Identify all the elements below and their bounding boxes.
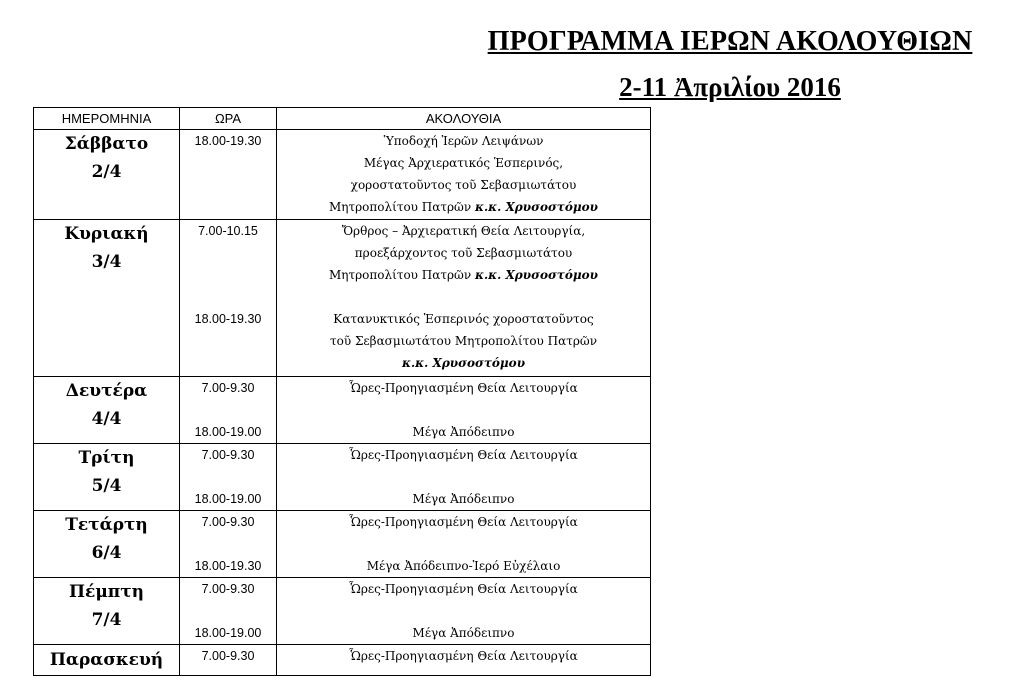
service-line: Μέγα Ἀπόδειπνο [412,425,515,439]
day-cell [34,444,180,511]
day-date: 6/4 [91,543,122,563]
service-line: Μέγα Ἀπόδειπνο-Ἱερό Εὐχέλαιο [366,559,561,573]
service-line: Μητροπολίτου Πατρῶν κ.κ. Χρυσοστόμου [329,200,598,214]
time-cell [180,220,277,377]
day-name: Κυριακή [64,224,149,244]
day-date: 3/4 [91,252,122,272]
service-cell [277,645,651,676]
day-date: 2/4 [91,162,122,182]
time-slot: 7.00-10.15 [198,224,258,238]
time-slot: 18.00-19.30 [194,559,262,573]
service-line: Ὑποδοχή Ἱερῶν Λειψάνων [383,134,544,148]
officiant-name: κ.κ. Χρυσοστόμου [474,268,598,282]
time-slot: 18.00-19.30 [194,134,262,148]
time-cell [180,377,277,444]
day-name: Τρίτη [78,448,135,468]
service-line: Μέγας Ἀρχιερατικός Ἑσπερινός, [363,156,564,170]
service-line: τοῦ Σεβασμιωτάτου Μητροπολίτου Πατρῶν [329,334,598,348]
service-line: Ὧρες-Προηγιασμένη Θεία Λειτουργία [349,582,578,596]
table-row [34,220,651,377]
service-line: Κατανυκτικός Ἑσπερινός χοροστατοῦντος [333,312,594,326]
day-cell [34,377,180,444]
time-cell [180,444,277,511]
table-row [34,377,651,444]
service-cell [277,511,651,578]
page-title: ΠΡΟΓΡΑΜΜΑ ΙΕΡΩΝ ΑΚΟΛΟΥΘΙΩΝ [487,26,973,57]
service-line: Ὧρες-Προηγιασμένη Θεία Λειτουργία [349,381,578,395]
day-date: 7/4 [91,610,122,630]
time-slot: 7.00-9.30 [201,515,255,529]
service-line: Μέγα Ἀπόδειπνο [412,626,515,640]
day-date: 5/4 [91,476,122,496]
day-name: Παρασκευή [49,650,164,670]
service-line: Μητροπολίτου Πατρῶν κ.κ. Χρυσοστόμου [329,268,598,282]
day-cell [34,130,180,220]
time-slot: 18.00-19.00 [194,425,262,439]
time-cell [180,130,277,220]
officiant-name: κ.κ. Χρυσοστόμου [474,200,598,214]
service-line: Μέγα Ἀπόδειπνο [412,492,515,506]
header-time: ΩΡΑ [180,108,277,130]
service-cell [277,578,651,645]
schedule-table [33,107,651,676]
header-service: ΑΚΟΛΟΥΘΙΑ [277,108,651,130]
service-line: χοροστατοῦντος τοῦ Σεβασμιωτάτου [350,178,577,192]
day-name: Δευτέρα [65,381,148,401]
time-cell [180,511,277,578]
service-cell [277,377,651,444]
officiant-name: κ.κ. Χρυσοστόμου [401,356,526,370]
header-row [34,108,651,130]
day-name: Τετάρτη [65,515,148,535]
time-cell [180,645,277,676]
service-cell [277,130,651,220]
time-slot: 7.00-9.30 [201,448,255,462]
time-slot: 18.00-19.00 [194,492,262,506]
time-slot: 7.00-9.30 [201,582,255,596]
time-cell [180,578,277,645]
service-cell [277,444,651,511]
service-line: Ὧρες-Προηγιασμένη Θεία Λειτουργία [349,649,578,663]
day-cell [34,511,180,578]
service-line: προεξάρχοντος τοῦ Σεβασμιωτάτου [354,246,573,260]
day-cell [34,220,180,377]
day-cell [34,578,180,645]
service-cell [277,220,651,377]
table-row [34,578,651,645]
time-slot: 7.00-9.30 [201,381,255,395]
day-name: Σάββατο [64,134,149,154]
service-line: Ὧρες-Προηγιασμένη Θεία Λειτουργία [349,515,578,529]
page-subtitle: 2-11 Ἀπριλίου 2016 [619,72,841,102]
time-slot: 7.00-9.30 [201,649,255,663]
header-date: ΗΜΕΡΟΜΗΝΙΑ [34,108,180,130]
service-line: Ὧρες-Προηγιασμένη Θεία Λειτουργία [349,448,578,462]
time-slot: 18.00-19.00 [194,626,262,640]
table-row [34,511,651,578]
day-name: Πέμπτη [68,582,145,602]
table-row [34,444,651,511]
service-line: Ὄρθρος – Ἀρχιερατική Θεία Λειτουργία, [341,224,586,238]
time-slot: 18.00-19.30 [194,312,262,326]
day-date: 4/4 [91,409,122,429]
table-row [34,130,651,220]
table-row [34,645,651,676]
day-cell [34,645,180,676]
